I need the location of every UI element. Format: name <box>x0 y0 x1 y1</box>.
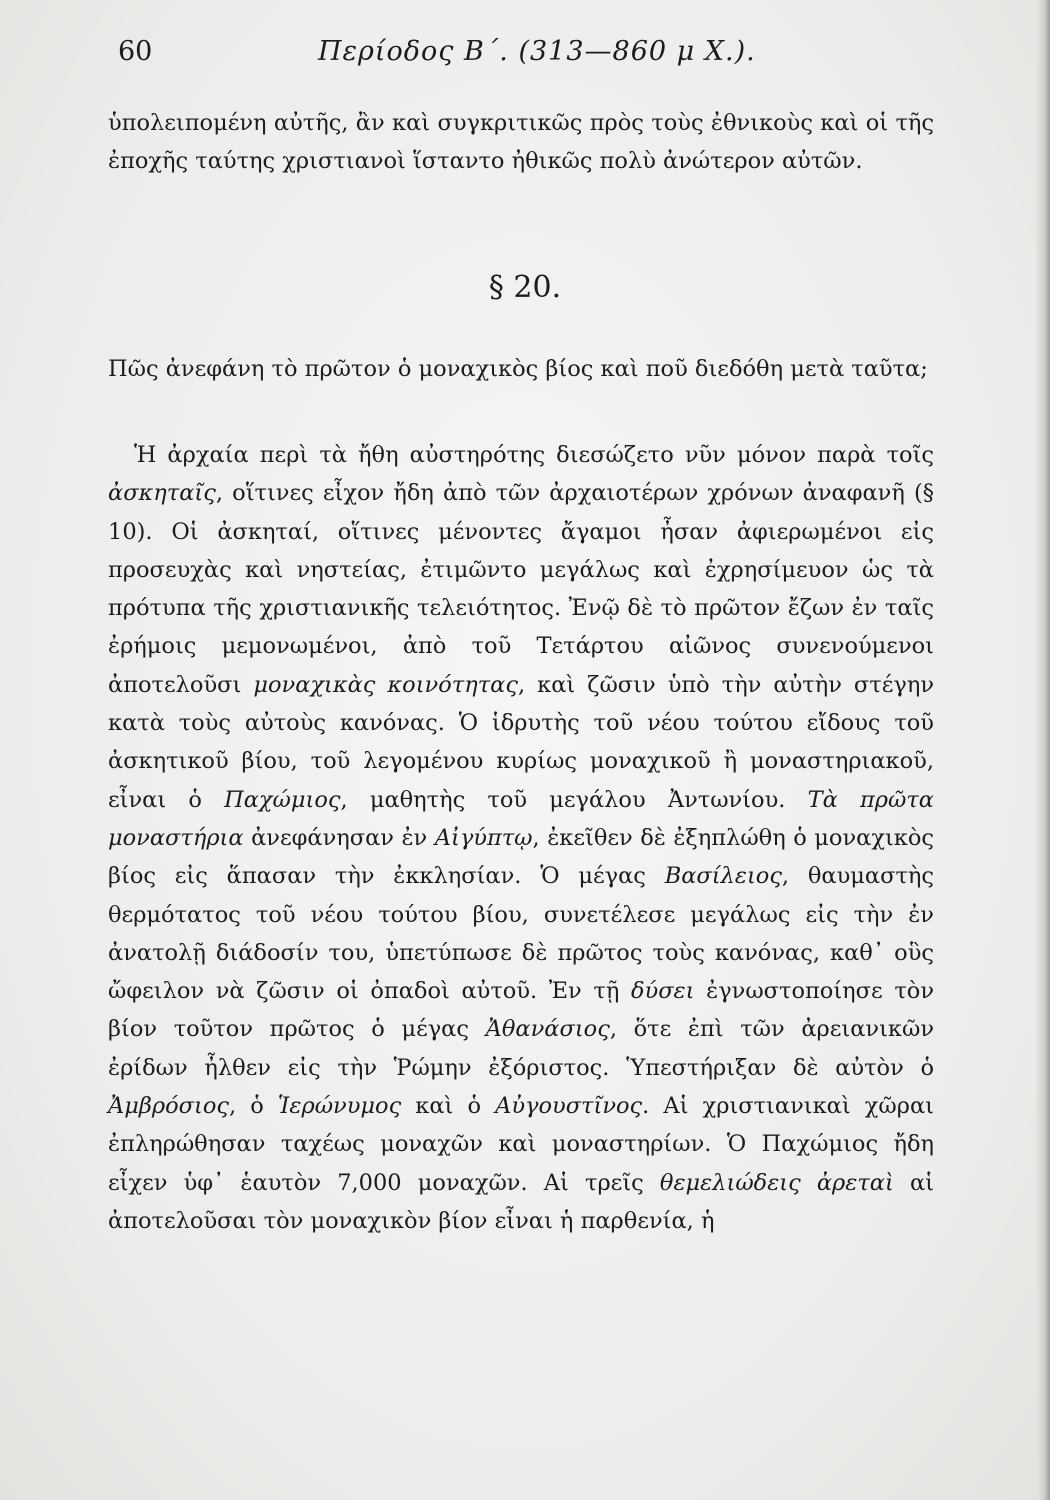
text-run: ἐγνωστοποίησε τὸν βίον τοῦτον πρῶτος ὁ μέγας <box>108 978 935 1043</box>
page-binding-edge <box>1036 0 1050 1500</box>
italic-text-run: Βασίλειος <box>664 863 782 890</box>
running-head: Περίοδος Β΄. (313—860 μ Χ.). <box>318 36 756 67</box>
text-run: Ἡ ἀρχαία περὶ τὰ ἤθη αὐστηρότης διεσώζετο νῦν μόνον παρὰ τοῖς <box>134 442 934 468</box>
text-run: , ἐκεῖθεν δὲ ἐξηπλώθη ὁ μοναχικὸς βίος εἰς ἅπασαν τὴν ἐκκλησίαν. Ὁ μέγας <box>108 824 934 890</box>
italic-text-run: Αὐγουστῖνος <box>495 1093 643 1120</box>
text-run: αἱ ἀποτελοῦσαι τὸν μοναχικὸν βίον εἶναι ἡ παρθενία, ἡ <box>108 1169 934 1234</box>
intro-paragraph: ὑπολειπομένη αὐτῆς, ἂν καὶ συγκριτικῶς πρὸς τοὺς ἐθνικοὺς καὶ οἱ τῆς ἐποχῆς ταύτης χριστιανοὶ ἵσταντο ἠθικῶς πολὺ ἀνώτερον αὐτῶν. <box>108 110 934 175</box>
italic-text-run: θεμελιώδεις ἀρεταὶ <box>659 1169 894 1196</box>
text-run: ἀνεφάνησαν ἐν <box>243 824 435 851</box>
body-text-block <box>108 436 934 1240</box>
body-paragraph <box>108 436 934 1240</box>
page-header <box>118 32 928 72</box>
text-run: , καὶ ζῶσιν ὑπὸ τὴν αὐτὴν στέγην κατὰ τοὺς αὐτοὺς κανόνας. Ὁ ἱδρυτὴς τοῦ νέου τούτου εἴδους τοῦ ἀσκητικοῦ βίου, τοῦ λεγομένου κυρίως μοναχικοῦ ἢ μοναστηριακοῦ, εἶναι ὁ <box>108 671 934 813</box>
italic-text-run: μοναχικὰς κοινότητας <box>253 671 518 698</box>
italic-text-run: δύσει <box>630 978 695 1005</box>
section-question-block <box>108 350 934 388</box>
italic-text-run: Ἀμβρόσιος <box>108 1093 229 1120</box>
text-run: . Αἱ χριστιανικαὶ χῶραι ἐπληρώθησαν ταχέως μοναχῶν καὶ μοναστηρίων. Ὁ Παχώμιος ἤδη εἶχεν ὑφ᾽ ἑαυτὸν 7,000 μοναχῶν. Αἱ τρεῖς <box>108 1093 934 1196</box>
italic-text-run: Αἰγύπτῳ <box>434 824 533 851</box>
text-run: , οἵτινες εἶχον ἤδη ἀπὸ τῶν ἀρχαιοτέρων χρόνων ἀναφανῆ (§ 10). Οἱ ἀσκηταί, οἵτινες μένοντες ἄγαμοι ἦσαν ἀφιερωμένοι εἰς προσευχὰς καὶ νηστείας, ἐτιμῶντο μεγάλως καὶ ἐχρησίμευον ὡς τὰ πρότυπα τῆς χριστιανικῆς τελειότητος. Ἐνῷ δὲ τὸ πρῶτον ἔζων ἐν ταῖς ἐρήμοις μεμονωμένοι, ἀπὸ τοῦ Τετάρτου αἰῶνος συνενούμενοι ἀποτελοῦσι <box>108 480 934 698</box>
section-question: Πῶς ἀνεφάνη τὸ πρῶτον ὁ μοναχικὸς βίος καὶ ποῦ διεδόθη μετὰ ταῦτα; <box>108 356 928 382</box>
text-run: , ὅτε ἐπὶ τῶν ἀρειανικῶν ἐρίδων ἦλθεν εἰς τὴν Ῥώμην ἐξόριστος. Ὑπεστήριξαν δὲ αὐτὸν ὁ <box>108 1016 934 1081</box>
page-number: 60 <box>118 36 153 67</box>
section-heading: § 20. <box>488 270 562 305</box>
italic-text-run: Τὰ πρῶτα μοναστήρια <box>108 786 934 851</box>
text-run: καὶ ὁ <box>401 1093 496 1120</box>
text-run: , μαθητὴς τοῦ μεγάλου Ἀντωνίου. <box>340 786 808 813</box>
italic-text-run: ἀσκηταῖς <box>108 480 216 507</box>
text-run: , ὁ <box>228 1093 278 1120</box>
text-run: , θαυμαστὴς θερμότατος τοῦ νέου τούτου βίου, συνετέλεσε μεγάλως εἰς τὴν ἐν ἀνατολῇ διάδοσίν του, ὑπετύπωσε δὲ πρῶτος τοὺς κανόνας, καθ᾽ οὓς ὤφειλον νὰ ζῶσιν οἱ ὀπαδοὶ αὐτοῦ. Ἐν τῇ <box>108 863 934 1005</box>
italic-text-run: Ἀθανάσιος <box>485 1016 610 1043</box>
intro-paragraph-block <box>108 104 934 181</box>
italic-text-run: Παχώμιος <box>224 786 341 813</box>
italic-text-run: Ἱερώνυμος <box>277 1093 402 1120</box>
